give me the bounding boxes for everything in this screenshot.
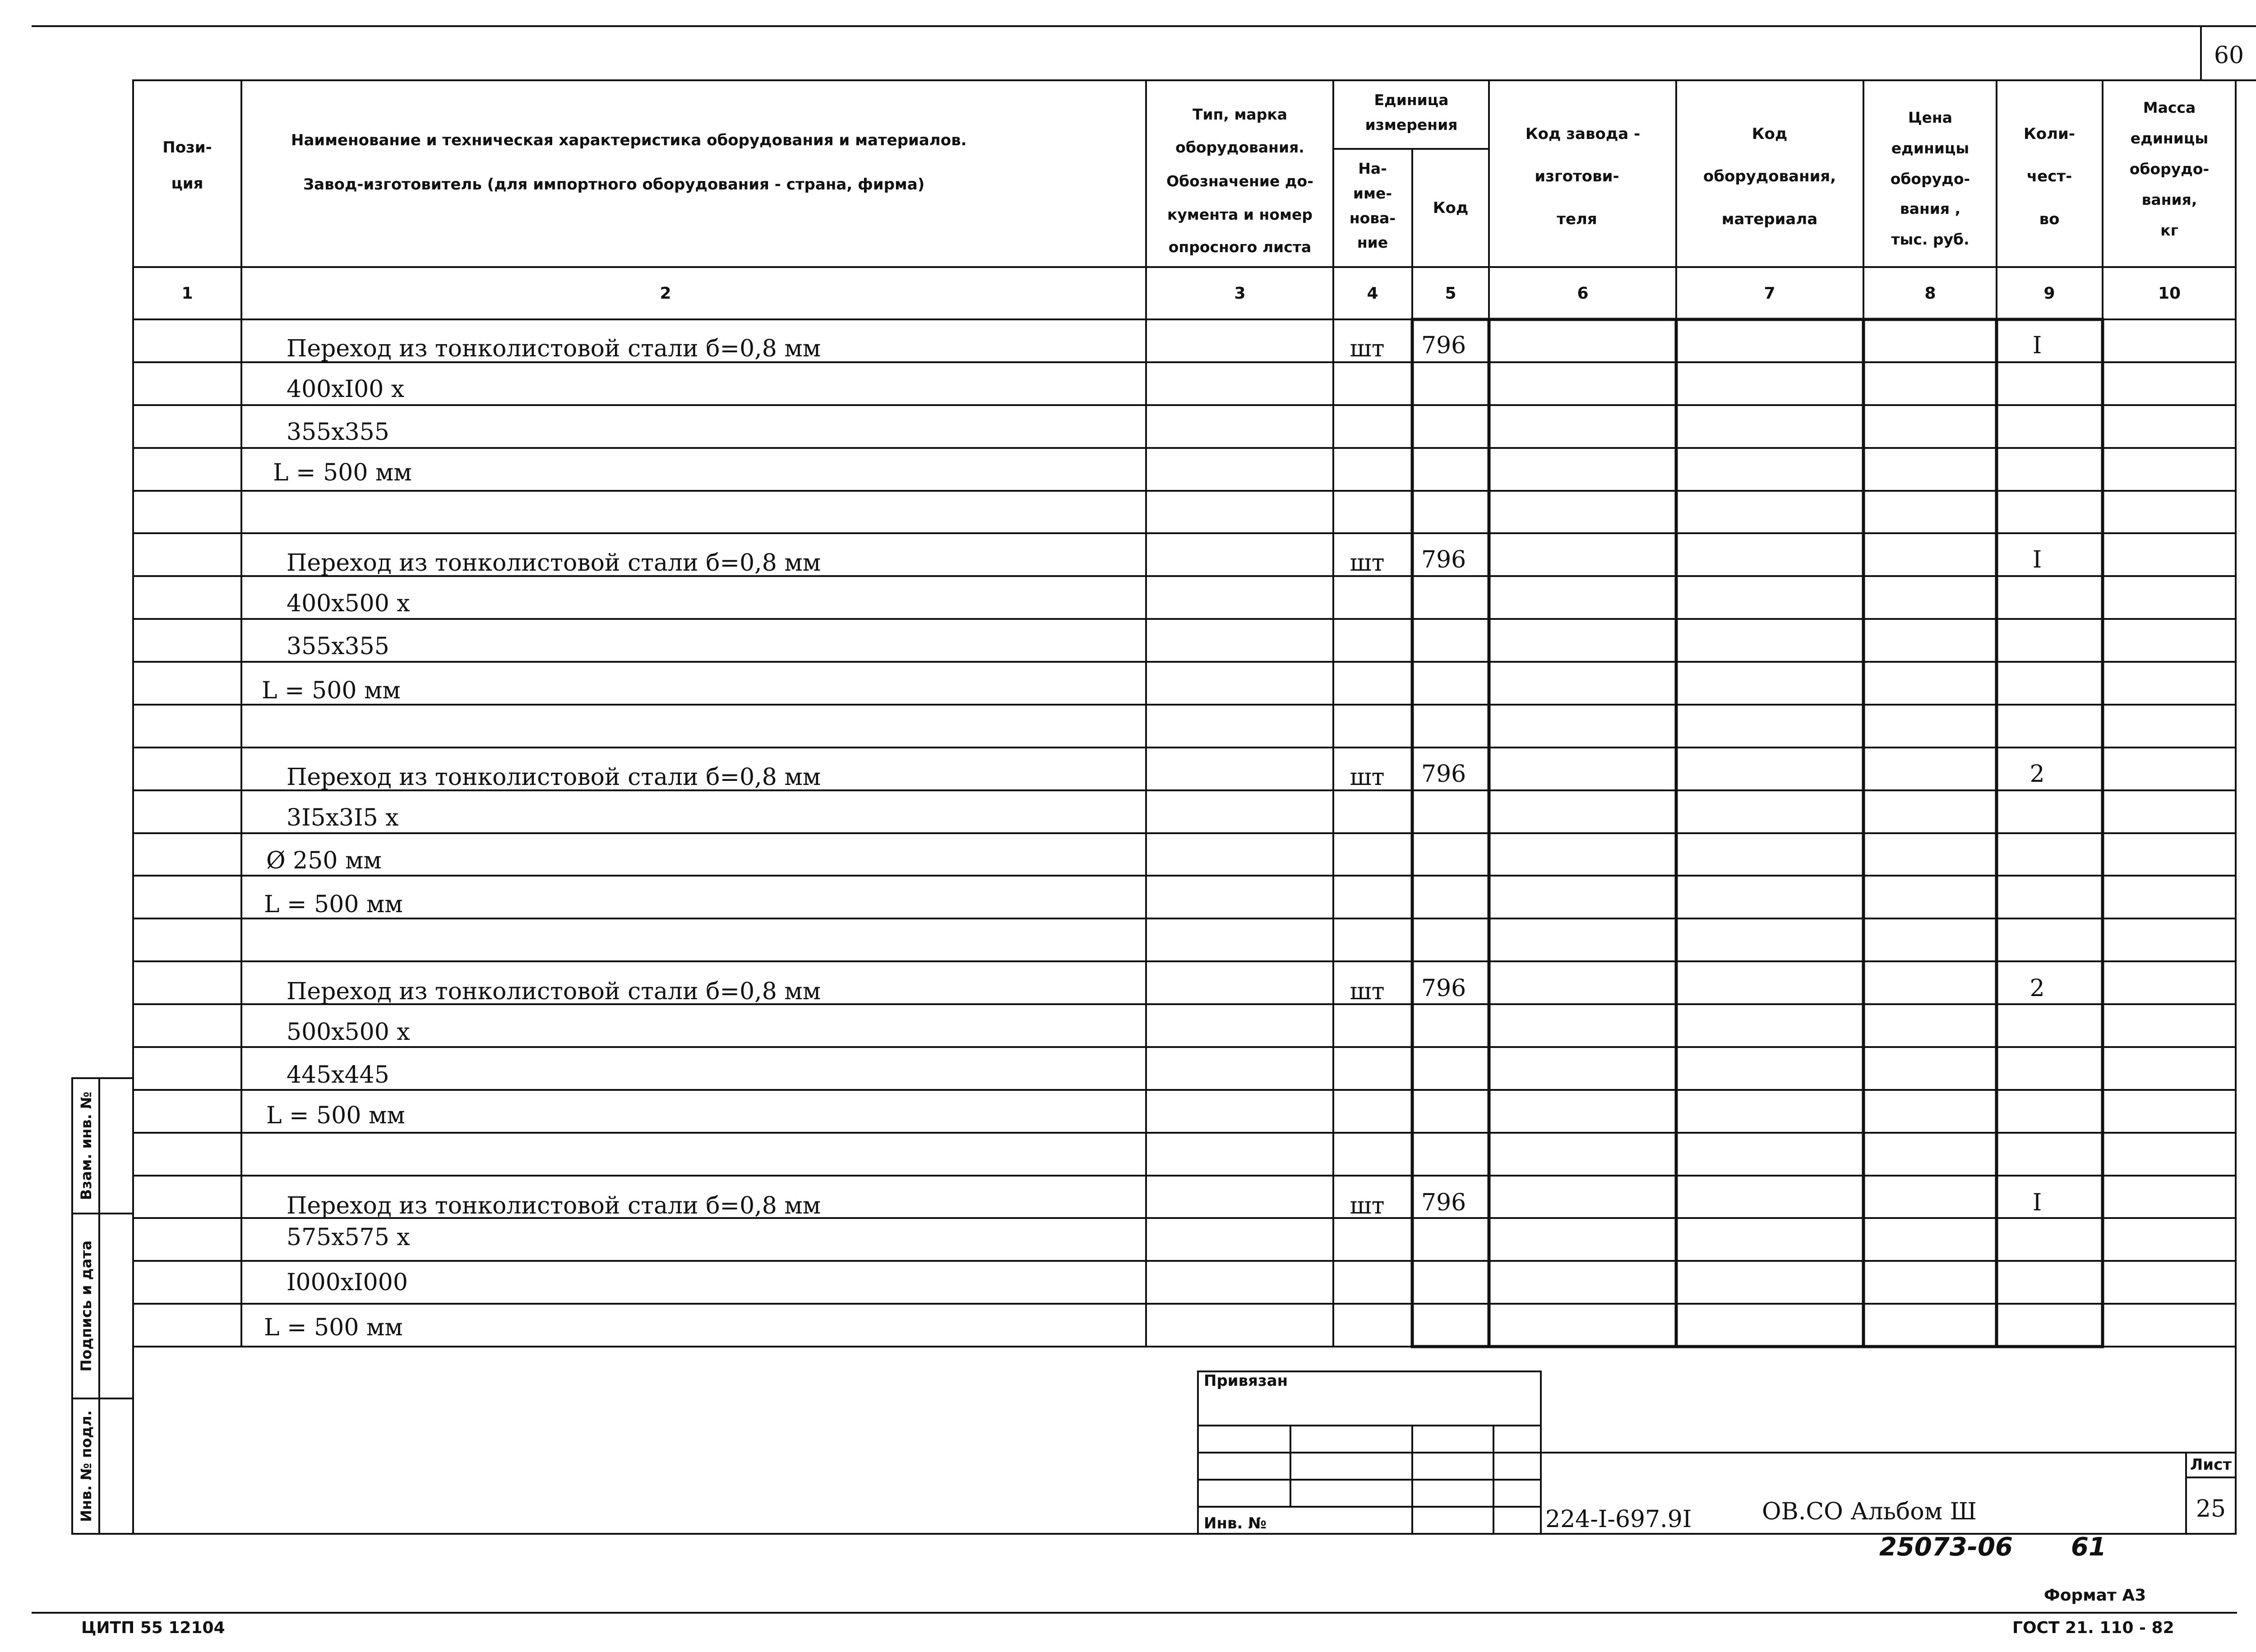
item-length: L = 500 мм	[266, 1102, 405, 1129]
header-unit-group: Единица	[1374, 91, 1449, 109]
header-type: Обозначение до-	[1166, 172, 1313, 190]
item-size: 500х500 х	[287, 1019, 410, 1046]
column-number-row	[181, 284, 2181, 303]
item-length: L = 500 мм	[264, 1314, 403, 1341]
sheet-label: Лист	[2190, 1456, 2232, 1474]
header-position: Пози-	[162, 138, 212, 157]
spec-item	[264, 761, 2045, 918]
item-name: Переход из тонколистовой стали б=0,8 мм	[287, 549, 821, 577]
item-quantity: 2	[2029, 761, 2045, 788]
header-type: опросного листа	[1168, 238, 1312, 256]
header-mass: вания,	[2141, 191, 2197, 208]
item-unit-code: 796	[1421, 332, 1466, 359]
header-quantity: Коли-	[2024, 125, 2075, 143]
header-manufacturer-code: Код завода -	[1525, 125, 1641, 143]
sheet-footer	[81, 1586, 2174, 1637]
specification-table-grid	[133, 80, 2236, 1534]
item-unit-code: 796	[1421, 761, 1466, 788]
item-size: 355х355	[287, 633, 389, 660]
page-number: 60	[2214, 42, 2244, 69]
header-name: Наименование и техническая характеристика оборудования и материалов.	[291, 131, 967, 149]
original-inventory-label: Инв. № подл.	[78, 1410, 95, 1522]
header-price: тыс. руб.	[1891, 231, 1969, 248]
item-name: Переход из тонколистовой стали б=0,8 мм	[287, 764, 821, 791]
header-equipment-code: материала	[1721, 210, 1818, 228]
item-unit: шт	[1350, 978, 1385, 1005]
linked-label: Привязан	[1204, 1372, 1288, 1390]
header-manufacturer-code: теля	[1557, 210, 1597, 228]
spec-item	[264, 1189, 2042, 1341]
header-unit-name: ние	[1357, 234, 1388, 251]
header-price: оборудо-	[1890, 170, 1970, 188]
column-number: 10	[2158, 284, 2181, 303]
header-mass: оборудо-	[2129, 160, 2210, 178]
header-mass: единицы	[2130, 129, 2209, 147]
item-length: L = 500 мм	[273, 459, 412, 486]
inventory-label: Инв. №	[1204, 1514, 1267, 1532]
item-length: L = 500 мм	[262, 677, 401, 704]
table-header	[162, 91, 2209, 256]
header-unit-name: име-	[1353, 185, 1392, 202]
item-unit: шт	[1350, 549, 1385, 577]
replacement-inventory-label: Взам. инв. №	[78, 1091, 95, 1200]
table-row-lines	[133, 362, 2236, 1304]
item-size: 445х445	[287, 1061, 389, 1089]
item-size: 355х355	[287, 419, 389, 446]
handwritten-number: 25073-06	[1879, 1532, 2013, 1562]
column-number: 3	[1234, 284, 1246, 303]
column-number: 7	[1764, 284, 1775, 303]
header-type: кумента и номер	[1167, 206, 1313, 223]
header-type: Тип, марка	[1193, 106, 1287, 123]
gost-standard: ГОСТ 21. 110 - 82	[2012, 1619, 2174, 1637]
item-size: 400хI00 х	[287, 376, 405, 403]
item-name: Переход из тонколистовой стали б=0,8 мм	[287, 1192, 821, 1219]
item-quantity: 2	[2029, 975, 2045, 1002]
item-unit-code: 796	[1421, 1189, 1466, 1216]
spec-item	[273, 332, 2042, 486]
header-mass: Масса	[2143, 99, 2196, 116]
handwritten-page: 61	[2071, 1532, 2106, 1562]
header-position: ция	[171, 175, 203, 193]
item-size: 575х575 х	[287, 1224, 410, 1251]
item-unit-code: 796	[1421, 546, 1466, 573]
item-unit: шт	[1350, 764, 1385, 791]
column-number: 2	[660, 284, 671, 303]
column-number: 9	[2043, 284, 2055, 303]
sheet-number: 25	[2196, 1495, 2226, 1523]
column-number: 1	[181, 284, 193, 303]
header-equipment-code: Код	[1752, 125, 1788, 143]
item-unit: шт	[1350, 1192, 1385, 1219]
signature-date-label: Подпись и дата	[78, 1240, 95, 1372]
header-type: оборудования.	[1175, 138, 1304, 156]
item-length: L = 500 мм	[264, 891, 403, 918]
paper-format: Формат А3	[2044, 1586, 2146, 1605]
document-designation: 224-I-697.9I	[1545, 1506, 1692, 1533]
item-size: 3I5х3I5 х	[287, 804, 399, 831]
item-unit-code: 796	[1421, 975, 1466, 1002]
column-number: 6	[1577, 284, 1589, 303]
specification-items	[262, 332, 2045, 1341]
side-stamp	[72, 1078, 133, 1534]
album-designation: ОВ.СО Альбом Ш	[1762, 1498, 1977, 1525]
header-manufacturer: Завод-изготовитель (для импортного оборудования - страна, фирма)	[303, 175, 925, 194]
header-manufacturer-code: изготови-	[1535, 167, 1619, 185]
spec-item	[266, 975, 2045, 1129]
item-quantity: I	[2032, 546, 2042, 573]
item-quantity: I	[2032, 332, 2042, 359]
header-price: вания ,	[1900, 200, 1961, 217]
item-size: 400х500 х	[287, 590, 410, 617]
header-mass: кг	[2160, 221, 2178, 239]
item-size: I000хI000	[287, 1269, 408, 1296]
column-number: 8	[1924, 284, 1936, 303]
item-quantity: I	[2032, 1189, 2042, 1216]
spec-item	[262, 546, 2042, 704]
item-unit: шт	[1350, 335, 1385, 362]
header-price: единицы	[1891, 139, 1969, 157]
item-name: Переход из тонколистовой стали б=0,8 мм	[287, 335, 821, 362]
column-number: 5	[1445, 284, 1456, 303]
printer-code: ЦИТП 55 12104	[81, 1619, 225, 1637]
header-equipment-code: оборудования,	[1703, 167, 1836, 185]
item-size: Ø 250 мм	[266, 847, 382, 874]
header-unit-name: На-	[1358, 160, 1387, 177]
item-name: Переход из тонколистовой стали б=0,8 мм	[287, 978, 821, 1005]
header-unit-code: Код	[1433, 199, 1469, 217]
header-price: Цена	[1908, 109, 1953, 126]
header-unit-group: измерения	[1365, 116, 1458, 134]
header-unit-name: нова-	[1349, 209, 1396, 227]
header-quantity: чест-	[2026, 167, 2072, 185]
column-number: 4	[1367, 284, 1378, 303]
header-quantity: во	[2039, 210, 2060, 228]
